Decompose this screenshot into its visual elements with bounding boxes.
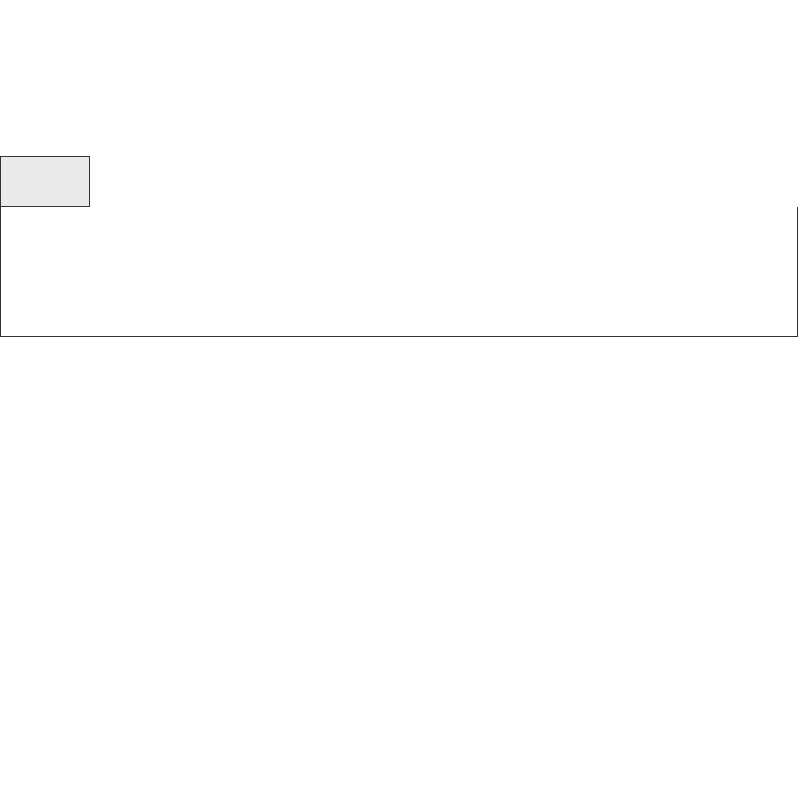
size-header-cell — [1, 157, 90, 207]
size-chart — [0, 156, 800, 337]
tips-box — [0, 207, 798, 337]
size-table — [0, 156, 800, 207]
